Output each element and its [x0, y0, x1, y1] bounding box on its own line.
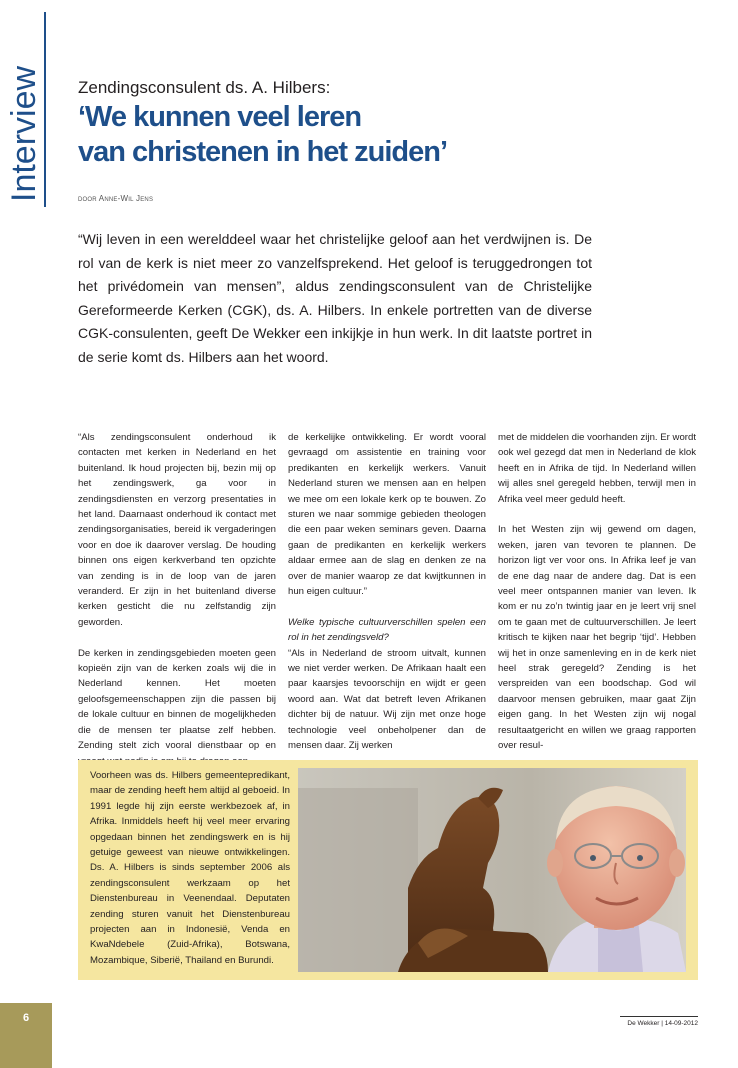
column-2 — [288, 430, 486, 754]
headline-line-1: ‘We kunnen veel leren — [78, 101, 362, 133]
column-paragraph: met de middelen die voorhanden zijn. Er wordt ook wel gezegd dat men in Nederland de klok heeft en in Afrika de tijd. In Nederland willen wij alles snel geregeld hebben, terwijl men in Afrika veel meer geduld heeft. — [498, 432, 696, 505]
footer-rule — [620, 1016, 698, 1017]
column-paragraph: De kerken in zendingsgebieden moeten geen kopieën zijn van de kerken zoals wij die in Nederland kennen. Het moeten geloofsgemeenschappen zijn die passen bij de lokale cultuur en binnen de mogelijkheden die de mensen ter plaatse zelf hebben. Zending stelt zich vooral dienstbaar op en — [78, 647, 276, 752]
kicker: Zendingsconsulent ds. A. Hilbers: — [78, 78, 331, 97]
section-label: Interview — [5, 66, 43, 203]
interview-question: Welke typische cultuurverschillen spelen een rol in het zendingsveld? — [288, 616, 486, 644]
headline — [78, 100, 638, 170]
column-paragraph: de kerkelijke ontwikkeling. Er wordt vooral gevraagd om assistentie en training voor predikanten en kerkelijk werkers. Vanuit Nederland sturen we mensen aan en helpen we mee om een lokale kerk op te bouwen. Zo sturen we naar sommige gebieden theologen die een paar weken seminars geven. Daarna gaan de predikanten en kerkelijk werkers aldaar ermee aan de slag en denken ze na over de manier waarop ze dat kwijtkunnen in hun eigen cultuur.” — [288, 432, 486, 598]
footer-publication: De Wekker | 14-09-2012 — [627, 1020, 698, 1027]
column-paragraph: “Als in Nederland de stroom uitvalt, kunnen we niet verder werken. De Afrikaan haalt een paar kaarsjes tevoorschijn en wijdt er geen woord aan. Wat dat betreft leven Afrikanen dichter bij de natuur. Wij zijn met onze hoge technologie veel onbeholpener dan de mensen daar. Zij werken — [288, 647, 486, 752]
portrait-illustration — [298, 768, 686, 972]
byline: door Anne-Wil Jens — [78, 194, 154, 203]
column-3 — [498, 430, 696, 754]
page-number: 6 — [22, 1012, 30, 1024]
intro-paragraph: “Wij leven in een werelddeel waar het christelijke geloof aan het verdwijnen is. De rol van de kerk is niet meer zo vanzelfsprekend. Het geloof is teruggedrongen tot het privédomein van mensen”, aldus zendingsconsulent van de Christelijke Gereformeerde Kerken (CGK), ds. A. Hilbers. In enkele portretten van de diverse CGK-consulenten, geeft De Wekker een inkijkje in hun werk. In dit laatste portret in de serie komt ds. Hilbers aan het woord. — [78, 231, 592, 365]
column-paragraph: In het Westen zijn wij gewend om dagen, weken, jaren van tevoren te plannen. De horizon ligt ver voor ons. In Afrika leef je van de ene dag naar de andere dag. Dat is een veel meer ontspannen manier van leven. Ik kom er nu zo’n twintig jaar en je leert vrij snel om te gaan met de cultuurverschillen. Je leert kritisch te kijken naar het begrip ‘tijd’. Hebben wij het in onze samenleving en in de kerk niet heel strak geregeld? Zending is het verspreiden van een boodschap. God wil daarvoor mensen gebruiken, maar gaat Zijn eigen gang. In het Westen zijn wij nogal resultaatgericht en willen we graag rapporten over resul- — [498, 524, 696, 752]
column-paragraph: “Als zendingsconsulent onderhoud ik contacten met kerken in Nederland en het buitenland. Ik houd projecten bij, bezin mij op het zendingswerk, ga voor in zendingsdiensten en verzorg presentaties in het land. Daarnaast onderhoud ik contact met zendingsorganisaties, bereid ik vergaderingen voor en doe ik daarover verslag. De houding binnen ons eigen kerkverband ten opzichte van zending is in de loop van de jaren veranderd. Er zijn in het buitenland diverse kerken gesticht die nu zelfstandig zijn geworden. — [78, 432, 276, 628]
bio-text: Voorheen was ds. Hilbers gemeentepredikant, maar de zending heeft hem altijd al geboeid. In 1991 legde hij zijn eerste werkbezoek af, in Afrika. Inmiddels heeft hij veel meer ervaring opgedaan binnen het zendingswerk en is hij getuige geweest van nieuwe ontwikkelingen. Ds. A. Hilbers is sinds september 2006 als zendingsconsulent werkzaam op het Dienstenbureau in Veenendaal. Deputaten zending sturen vanuit het Dienstenbureau projecten aan in Indonesië, Venda en KwaNdebele (Zuid-Afrika), Botswana, Mozambique, Siberië, Thailand en Burundi. — [90, 770, 290, 966]
headline-line-2: van christenen in het zuiden’ — [78, 136, 448, 168]
portrait-photo — [298, 768, 686, 972]
column-1 — [78, 430, 276, 769]
